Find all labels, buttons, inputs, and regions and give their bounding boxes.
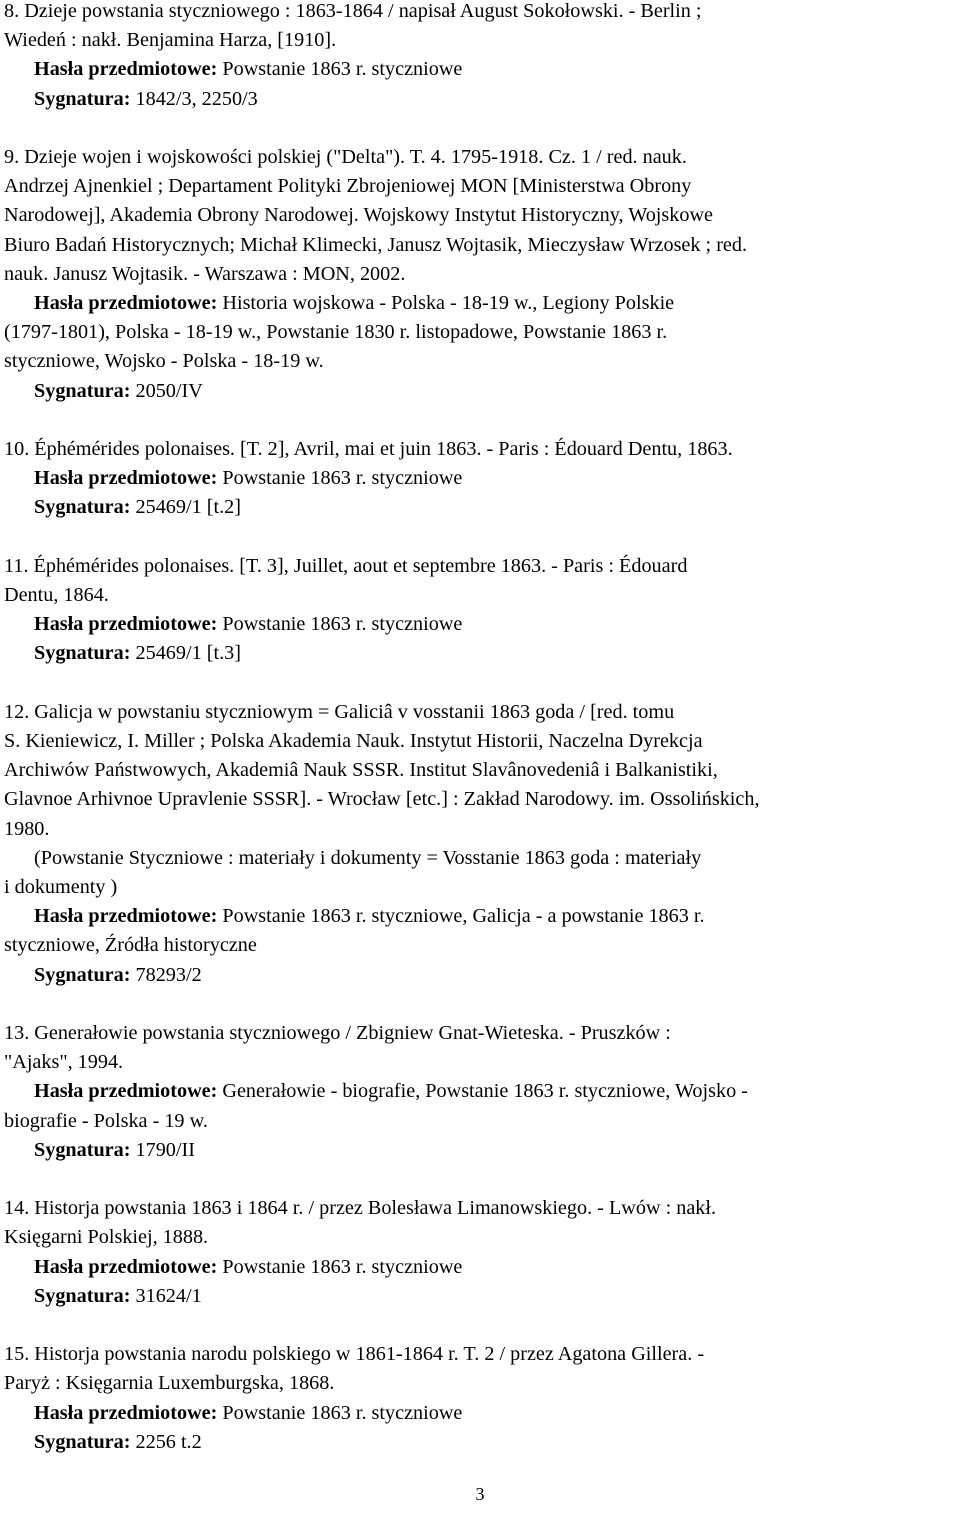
subjects-label: Hasła przedmiotowe:: [34, 1255, 218, 1278]
signature-value: 25469/1 [t.2]: [135, 496, 241, 519]
entry-signature-line: [4, 1282, 956, 1311]
entry-subjects-line: [4, 931, 956, 960]
page-number: 3: [475, 1484, 485, 1504]
bibliography-entry: [4, 1194, 956, 1311]
subjects-value: Historia wojskowa - Polska - 18-19 w., Legiony Polskie: [222, 292, 675, 315]
signature-value: 1842/3, 2250/3: [135, 87, 258, 110]
subjects-value: Generałowie - biografie, Powstanie 1863 r. styczniowe, Wojsko -: [222, 1080, 748, 1103]
signature-label: Sygnatura:: [34, 379, 131, 402]
entry-subjects-line: [4, 55, 956, 84]
signature-label: Sygnatura:: [34, 1284, 131, 1307]
signature-label: Sygnatura:: [34, 496, 131, 519]
subjects-label: Hasła przedmiotowe:: [34, 58, 218, 81]
entry-description-line: Paryż : Księgarnia Luxemburgska, 1868.: [4, 1372, 335, 1395]
entry-description-line: 8. Dzieje powstania styczniowego : 1863-1864 / napisał August Sokołowski. - Berlin ;: [4, 0, 702, 22]
signature-value: 78293/2: [135, 963, 202, 986]
entry-description-line: Narodowej], Akademia Obrony Narodowej. Wojskowy Instytut Historyczny, Wojskowe: [4, 204, 713, 227]
bibliography-entry: [4, 1340, 956, 1457]
entry-description-line: 12. Galicja w powstaniu styczniowym = Galiciâ v vosstanii 1863 goda / [red. tomu: [4, 700, 675, 723]
entry-subjects-line: [4, 1107, 956, 1136]
entry-description-line: S. Kieniewicz, I. Miller ; Polska Akademia Nauk. Instytut Historii, Naczelna Dyrekcja: [4, 730, 703, 753]
bibliography-entry: [4, 143, 956, 406]
signature-value: 2256 t.2: [135, 1430, 202, 1453]
entry-description-line: Biuro Badań Historycznych; Michał Klimecki, Janusz Wojtasik, Mieczysław Wrzosek ; red.: [4, 233, 748, 256]
entry-description-line: 10. Éphémérides polonaises. [T. 2], Avril, mai et juin 1863. - Paris : Édouard Dentu, 1863.: [4, 438, 733, 461]
signature-value: 31624/1: [135, 1284, 202, 1307]
entry-subjects-line: [4, 464, 956, 493]
subjects-value: (1797-1801), Polska - 18-19 w., Powstanie 1830 r. listopadowe, Powstanie 1863 r.: [4, 321, 668, 344]
subjects-label: Hasła przedmiotowe:: [34, 292, 218, 315]
subjects-value: Powstanie 1863 r. styczniowe: [222, 1401, 463, 1424]
bibliography-entry: [4, 0, 956, 114]
entry-subjects-line: [4, 1077, 956, 1106]
entry-signature-line: [4, 639, 956, 668]
signature-value: 1790/II: [135, 1138, 195, 1161]
entry-description-line: Archiwów Państwowych, Akademiâ Nauk SSSR. Institut Slavânovedeniâ i Balkanistiki,: [4, 759, 718, 782]
entry-subjects-line: [4, 347, 956, 376]
signature-value: 2050/IV: [135, 379, 203, 402]
entry-description-line: Andrzej Ajnenkiel ; Departament Polityki Zbrojeniowej MON [Ministerstwa Obrony: [4, 175, 692, 198]
signature-value: 25469/1 [t.3]: [135, 642, 241, 665]
subjects-label: Hasła przedmiotowe:: [34, 1080, 218, 1103]
subjects-value: styczniowe, Źródła historyczne: [4, 934, 257, 957]
entry-description-line: 9. Dzieje wojen i wojskowości polskiej ("Delta"). T. 4. 1795-1918. Cz. 1 / red. nauk.: [4, 146, 687, 168]
entry-description-line: 11. Éphémérides polonaises. [T. 3], Juillet, aout et septembre 1863. - Paris : Édouard: [4, 554, 688, 577]
bibliography-entry: [4, 698, 956, 990]
entry-description-line: nauk. Janusz Wojtasik. - Warszawa : MON, 2002.: [4, 262, 406, 285]
signature-label: Sygnatura:: [34, 642, 131, 665]
subjects-value: biografie - Polska - 19 w.: [4, 1109, 208, 1132]
entry-description-line: Księgarni Polskiej, 1888.: [4, 1226, 209, 1249]
entry-subjects-line: [4, 1399, 956, 1428]
entry-description-line: 14. Historja powstania 1863 i 1864 r. / przez Bolesława Limanowskiego. - Lwów : nakł.: [4, 1197, 717, 1220]
subjects-value: styczniowe, Wojsko - Polska - 18-19 w.: [4, 350, 324, 373]
entry-series-line: i dokumenty ): [4, 876, 118, 899]
entry-subjects-line: [4, 1253, 956, 1282]
bibliography-entry: [4, 435, 956, 523]
subjects-value: Powstanie 1863 r. styczniowe: [222, 613, 463, 636]
subjects-value: Powstanie 1863 r. styczniowe: [222, 1255, 463, 1278]
bibliography-entry: [4, 552, 956, 669]
subjects-label: Hasła przedmiotowe:: [34, 905, 218, 928]
entry-signature-line: [4, 1136, 956, 1165]
signature-label: Sygnatura:: [34, 1138, 131, 1161]
subjects-value: Powstanie 1863 r. styczniowe: [222, 467, 463, 490]
bibliography-entry: [4, 1019, 956, 1165]
entry-description-line: 1980.: [4, 817, 50, 840]
entry-subjects-line: [4, 289, 956, 318]
subjects-value: Powstanie 1863 r. styczniowe, Galicja - a powstanie 1863 r.: [222, 905, 705, 928]
entry-signature-line: [4, 377, 956, 406]
signature-label: Sygnatura:: [34, 963, 131, 986]
subjects-value: Powstanie 1863 r. styczniowe: [222, 58, 463, 81]
entry-description-line: Dentu, 1864.: [4, 584, 109, 607]
signature-label: Sygnatura:: [34, 1430, 131, 1453]
subjects-label: Hasła przedmiotowe:: [34, 1401, 218, 1424]
entry-subjects-line: [4, 318, 956, 347]
entry-description-line: 15. Historja powstania narodu polskiego w 1861-1864 r. T. 2 / przez Agatona Gillera. -: [4, 1343, 705, 1366]
entry-description-line: Glavnoe Arhivnoe Upravlenie SSSR]. - Wrocław [etc.] : Zakład Narodowy. im. Ossolińskich,: [4, 788, 760, 811]
entry-signature-line: [4, 85, 956, 114]
entry-signature-line: [4, 1428, 956, 1457]
entry-list: [4, 0, 956, 1457]
bibliography-page: [4, 0, 956, 1486]
entry-series-line: (Powstanie Styczniowe : materiały i dokumenty = Vosstanie 1863 goda : materiały: [34, 846, 702, 869]
subjects-label: Hasła przedmiotowe:: [34, 467, 218, 490]
entry-description-line: 13. Generałowie powstania styczniowego / Zbigniew Gnat-Wieteska. - Pruszków :: [4, 1022, 671, 1045]
entry-subjects-line: [4, 610, 956, 639]
entry-description-line: "Ajaks", 1994.: [4, 1051, 124, 1074]
entry-description-line: Wiedeń : nakł. Benjamina Harza, [1910].: [4, 29, 337, 52]
signature-label: Sygnatura:: [34, 87, 131, 110]
entry-signature-line: [4, 493, 956, 522]
entry-signature-line: [4, 961, 956, 990]
subjects-label: Hasła przedmiotowe:: [34, 613, 218, 636]
entry-subjects-line: [4, 902, 956, 931]
